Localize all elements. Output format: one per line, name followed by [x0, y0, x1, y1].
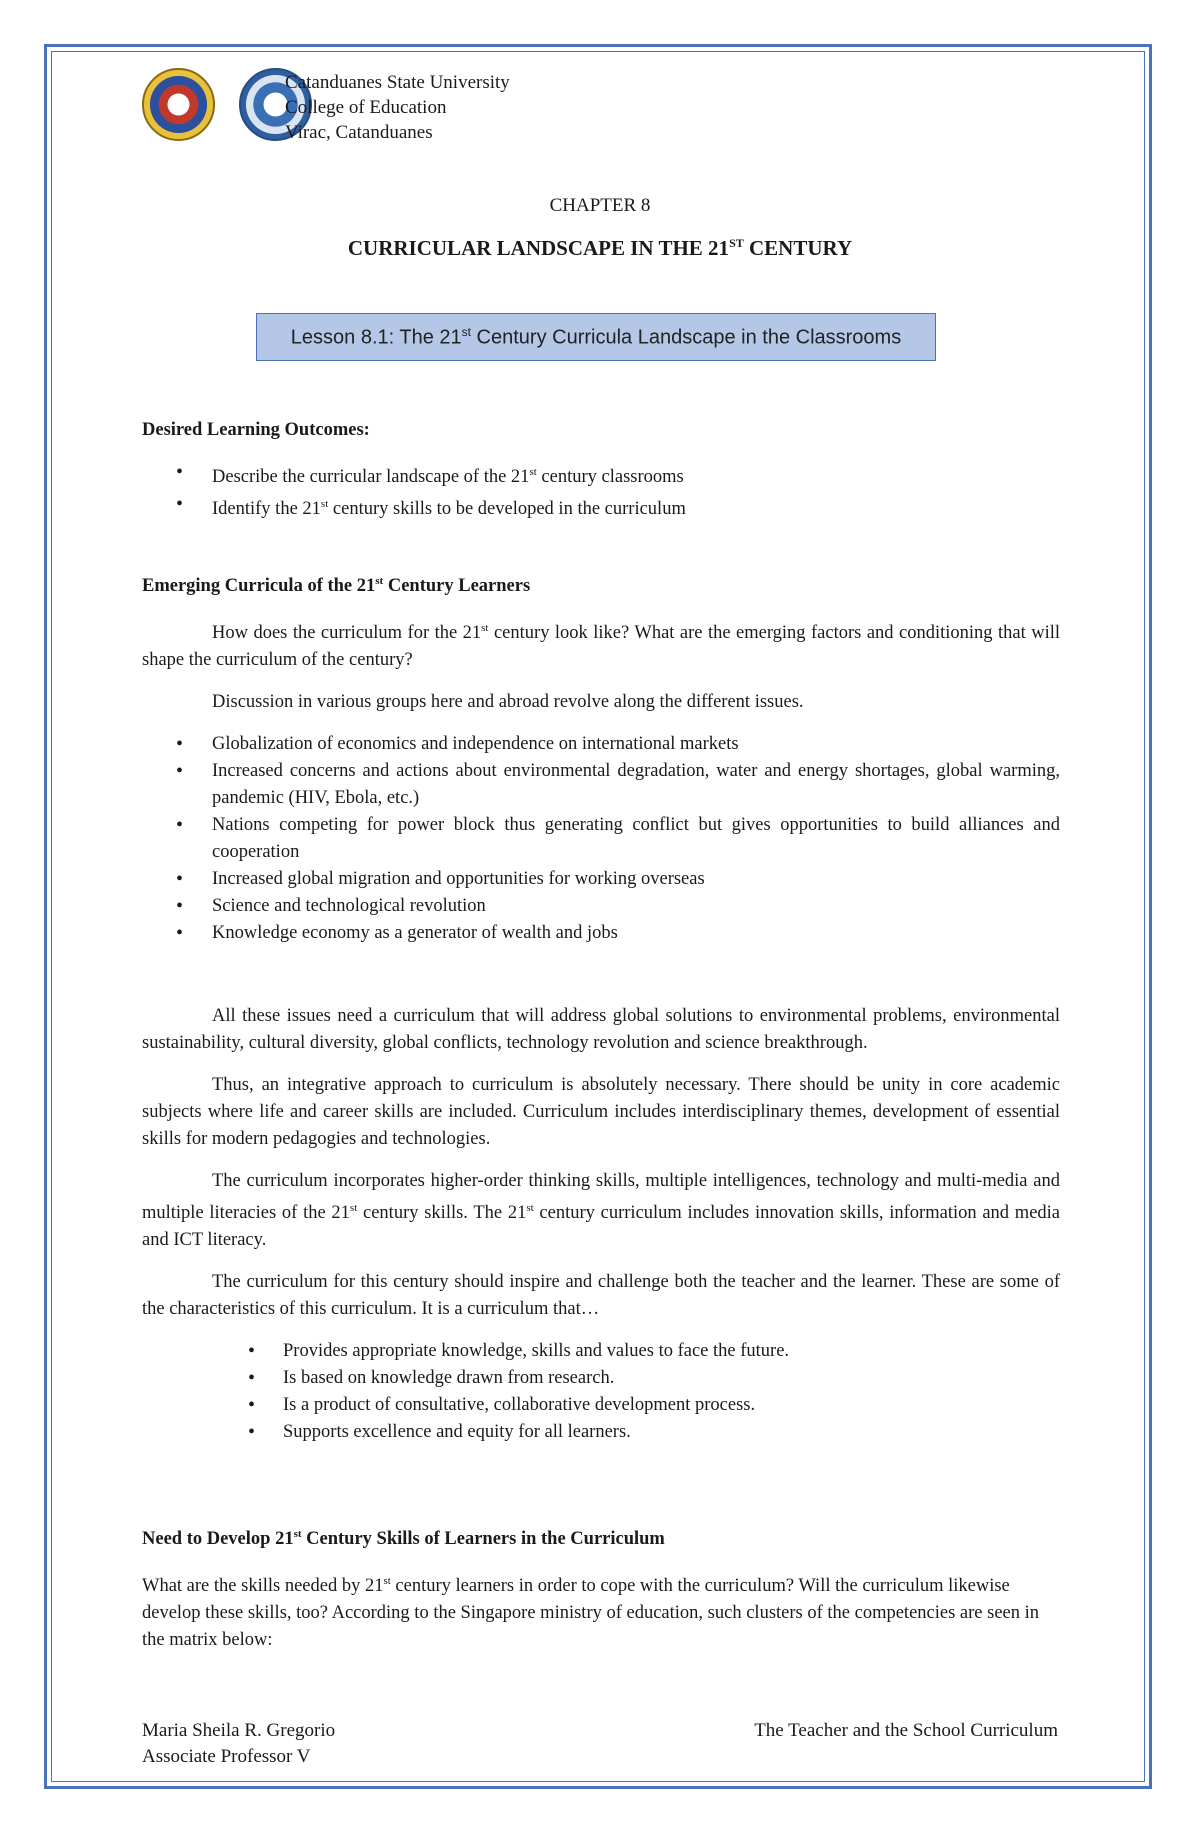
list-item: • Is a product of consultative, collaborative development process.: [142, 1392, 1060, 1419]
emerging-paragraph-5: The curriculum incorporates higher-order thinking skills, multiple intelligences, technology and multi-media and multiple literacies of the 21st century skills. The 21st century curriculum includes innovation skills, information and media and ICT literacy.: [142, 1171, 1061, 1251]
footer-course: The Teacher and the School Curriculum: [754, 1720, 1058, 1741]
letterhead: [285, 70, 510, 145]
skills-paragraph: What are the skills needed by 21st century learners in order to cope with the curriculum? Will the curriculum likewise develop these skills, too? According to the Singapore ministry of education, such clusters of the competencies are seen in the matrix below:: [142, 1575, 1040, 1651]
author-position: Associate Professor V: [142, 1746, 311, 1767]
college-name: College of Education: [285, 97, 447, 118]
list-item: • Describe the curricular landscape of the 21st century classrooms: [142, 459, 1060, 491]
emerging-heading: Emerging Curricula of the 21st Century Learners: [142, 575, 531, 597]
issues-list: [142, 731, 1060, 947]
list-item: • Identify the 21st century skills to be developed in the curriculum: [142, 491, 1060, 523]
emerging-section: [142, 568, 1060, 1446]
university-seal-icon: [142, 68, 215, 141]
list-item: • Science and technological revolution: [142, 893, 1060, 920]
list-item: • Globalization of economics and independence on international markets: [142, 731, 1060, 758]
list-item: • Nations competing for power block thus generating conflict but gives opportunities to build alliances and cooperation: [142, 812, 1060, 866]
list-item: • Increased concerns and actions about environmental degradation, water and energy shortages, global warming, pandemic (HIV, Ebola, etc.): [142, 758, 1060, 812]
list-item: • Provides appropriate knowledge, skills and values to face the future.: [142, 1338, 1060, 1365]
emerging-paragraph-6: The curriculum for this century should inspire and challenge both the teacher and the learner. These are some of the characteristics of this curriculum. It is a curriculum that…: [142, 1272, 1060, 1320]
chapter-title: CURRICULAR LANDSCAPE IN THE 21ST CENTURY: [347, 236, 853, 260]
outcomes-list: [142, 459, 1060, 523]
list-item: • Is based on knowledge drawn from research.: [142, 1365, 1060, 1392]
list-item: • Increased global migration and opportunities for working overseas: [142, 866, 1060, 893]
list-item: • Knowledge economy as a generator of wealth and jobs: [142, 920, 1060, 947]
location: Virac, Catanduanes: [285, 122, 433, 143]
emerging-paragraph-2: Discussion in various groups here and abroad revolve along the different issues.: [212, 692, 804, 713]
outcomes-section: [142, 417, 1060, 523]
traits-list: [142, 1338, 1060, 1446]
footer-author: [142, 1718, 335, 1770]
emerging-paragraph-1: How does the curriculum for the 21st century look like? What are the emerging factors and conditioning that will shape the curriculum of the century?: [142, 622, 1060, 671]
skills-section: [142, 1521, 1060, 1654]
skills-heading: Need to Develop 21st Century Skills of Learners in the Curriculum: [142, 1528, 665, 1550]
author-name: Maria Sheila R. Gregorio: [142, 1720, 336, 1741]
emerging-paragraph-3: All these issues need a curriculum that will address global solutions to environmental problems, environmental sustainability, cultural diversity, global conflicts, technology revolution and science breakthrough.: [142, 1006, 1060, 1054]
lesson-title-box: Lesson 8.1: The 21st Century Curricula Landscape in the Classrooms: [256, 313, 936, 361]
university-name: Catanduanes State University: [285, 72, 510, 93]
outcomes-heading: Desired Learning Outcomes:: [142, 420, 370, 440]
emerging-paragraph-4: Thus, an integrative approach to curriculum is absolutely necessary. There should be unity in core academic subjects where life and career skills are included. Curriculum includes interdisciplinary themes, development of essential skills for modern pedagogies and technologies.: [142, 1075, 1060, 1150]
list-item: • Supports excellence and equity for all learners.: [142, 1419, 1060, 1446]
chapter-label: CHAPTER 8: [549, 195, 651, 216]
